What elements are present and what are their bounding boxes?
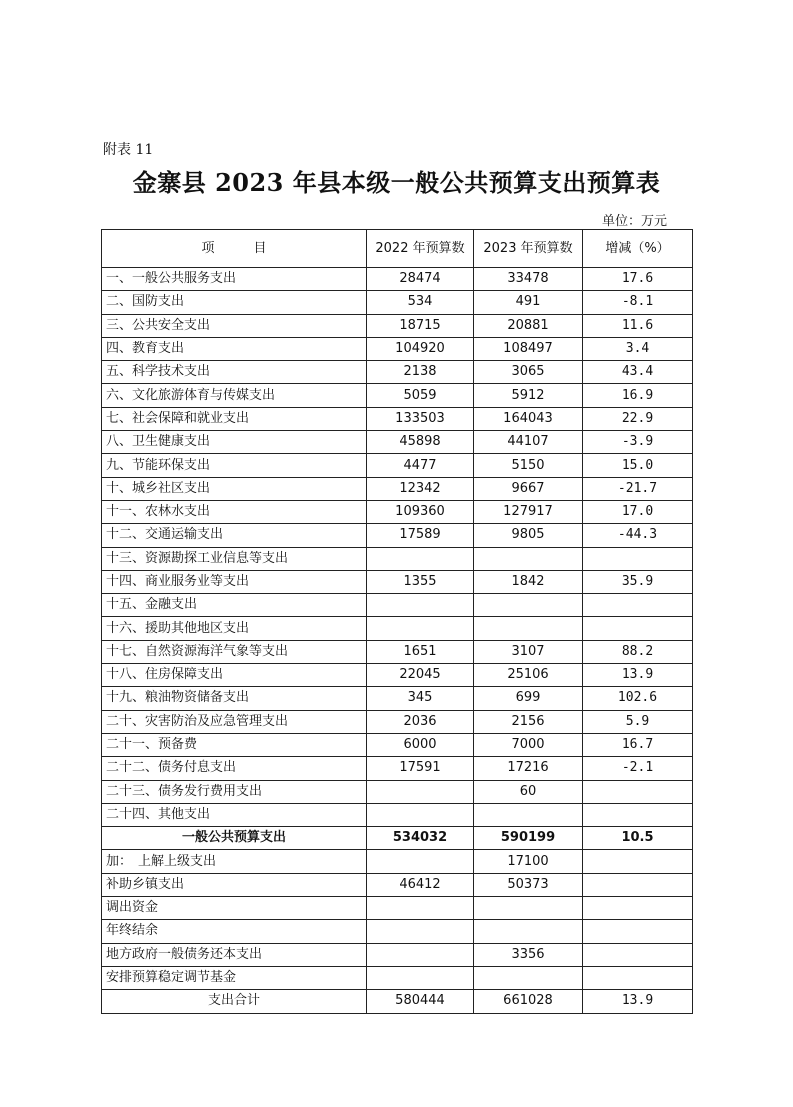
page-title: 金寨县 2023 年县本级一般公共预算支出预算表: [132, 168, 661, 197]
table-row: [102, 920, 693, 943]
cell-item: 调出资金: [102, 897, 367, 920]
cell-change: 13.9: [583, 664, 693, 687]
cell-change: 17.6: [583, 268, 693, 291]
cell-change: 16.9: [583, 384, 693, 407]
cell-item: 七、社会保障和就业支出: [102, 407, 367, 430]
cell-2023: 5912: [474, 384, 583, 407]
cell-2023: 7000: [474, 733, 583, 756]
cell-change: -3.9: [583, 431, 693, 454]
cell-item: 一、一般公共服务支出: [102, 268, 367, 291]
cell-change: [583, 920, 693, 943]
table-row: [102, 897, 693, 920]
table-row: [102, 617, 693, 640]
cell-2023: 3356: [474, 943, 583, 966]
cell-2023: 164043: [474, 407, 583, 430]
table-row: [102, 943, 693, 966]
table-row: [102, 687, 693, 710]
table-row: [102, 827, 693, 850]
table-row: [102, 803, 693, 826]
table-row: [102, 524, 693, 547]
cell-2022: [367, 897, 474, 920]
table-row: [102, 407, 693, 430]
cell-2022: 22045: [367, 664, 474, 687]
table-row: [102, 733, 693, 756]
cell-2023: [474, 617, 583, 640]
cell-2023: 590199: [474, 827, 583, 850]
cell-item: 十二、交通运输支出: [102, 524, 367, 547]
cell-2023: [474, 920, 583, 943]
cell-item: 十五、金融支出: [102, 594, 367, 617]
cell-change: 88.2: [583, 640, 693, 663]
cell-item: 支出合计: [102, 990, 367, 1013]
cell-2022: 345: [367, 687, 474, 710]
cell-2023: [474, 966, 583, 989]
cell-2022: 12342: [367, 477, 474, 500]
cell-2022: 1355: [367, 570, 474, 593]
cell-item-text: 上解上级支出: [138, 853, 217, 869]
cell-change: [583, 873, 693, 896]
cell-2023: 60: [474, 780, 583, 803]
cell-item: 二十一、预备费: [102, 733, 367, 756]
table-row: [102, 570, 693, 593]
cell-change: 10.5: [583, 827, 693, 850]
cell-change: 43.4: [583, 361, 693, 384]
cell-change: -8.1: [583, 291, 693, 314]
cell-2022: 5059: [367, 384, 474, 407]
cell-2022: 580444: [367, 990, 474, 1013]
cell-change: [583, 617, 693, 640]
cell-change: [583, 943, 693, 966]
cell-change: 13.9: [583, 990, 693, 1013]
cell-2022: [367, 547, 474, 570]
cell-2023: 33478: [474, 268, 583, 291]
cell-2023: [474, 803, 583, 826]
table-header-row: [102, 230, 693, 268]
cell-item: 四、教育支出: [102, 337, 367, 360]
header-change: 增减（%）: [583, 230, 693, 268]
cell-change: [583, 897, 693, 920]
table-row: [102, 664, 693, 687]
cell-2022: 46412: [367, 873, 474, 896]
table-row: [102, 361, 693, 384]
table-row: [102, 710, 693, 733]
cell-2023: 50373: [474, 873, 583, 896]
cell-change: [583, 547, 693, 570]
cell-2023: [474, 594, 583, 617]
cell-2022: 2138: [367, 361, 474, 384]
cell-change: 35.9: [583, 570, 693, 593]
cell-change: 16.7: [583, 733, 693, 756]
cell-change: 15.0: [583, 454, 693, 477]
cell-change: [583, 780, 693, 803]
cell-2023: 108497: [474, 337, 583, 360]
cell-2022: 133503: [367, 407, 474, 430]
cell-item: 一般公共预算支出: [102, 827, 367, 850]
table-row: [102, 873, 693, 896]
header-item: 项 目: [102, 230, 367, 268]
appendix-label: 附表 11: [103, 142, 154, 158]
cell-item: 二十、灾害防治及应急管理支出: [102, 710, 367, 733]
cell-item: 十、城乡社区支出: [102, 477, 367, 500]
cell-2022: [367, 594, 474, 617]
cell-2022: 28474: [367, 268, 474, 291]
cell-2022: [367, 943, 474, 966]
cell-2022: 45898: [367, 431, 474, 454]
cell-item: 安排预算稳定调节基金: [102, 966, 367, 989]
cell-change: [583, 594, 693, 617]
cell-item: 十六、援助其他地区支出: [102, 617, 367, 640]
cell-2022: 2036: [367, 710, 474, 733]
cell-2023: [474, 547, 583, 570]
cell-item: 三、公共安全支出: [102, 314, 367, 337]
cell-2023: 1842: [474, 570, 583, 593]
cell-item: 五、科学技术支出: [102, 361, 367, 384]
cell-item: 二十二、债务付息支出: [102, 757, 367, 780]
cell-change: -44.3: [583, 524, 693, 547]
cell-item: 十三、资源勘探工业信息等支出: [102, 547, 367, 570]
cell-item: 地方政府一般债务还本支出: [102, 943, 367, 966]
cell-change: 17.0: [583, 500, 693, 523]
cell-2023: 3065: [474, 361, 583, 384]
cell-2022: 6000: [367, 733, 474, 756]
table-row: [102, 547, 693, 570]
table-row: [102, 640, 693, 663]
table-row: [102, 337, 693, 360]
cell-change: [583, 850, 693, 873]
cell-2023: 127917: [474, 500, 583, 523]
cell-change: [583, 966, 693, 989]
cell-change: 22.9: [583, 407, 693, 430]
cell-change: 3.4: [583, 337, 693, 360]
cell-2022: 534032: [367, 827, 474, 850]
cell-item: 十八、住房保障支出: [102, 664, 367, 687]
table-row: [102, 314, 693, 337]
table-row: [102, 966, 693, 989]
cell-change: 11.6: [583, 314, 693, 337]
cell-item: 二十三、债务发行费用支出: [102, 780, 367, 803]
cell-2023: 3107: [474, 640, 583, 663]
table-row: [102, 500, 693, 523]
cell-2022: 104920: [367, 337, 474, 360]
cell-2022: 17591: [367, 757, 474, 780]
cell-2023: 17100: [474, 850, 583, 873]
cell-item: 十四、商业服务业等支出: [102, 570, 367, 593]
cell-2022: 109360: [367, 500, 474, 523]
cell-2023: 491: [474, 291, 583, 314]
cell-2022: 17589: [367, 524, 474, 547]
cell-2022: 4477: [367, 454, 474, 477]
cell-2023: 20881: [474, 314, 583, 337]
cell-item: 十七、自然资源海洋气象等支出: [102, 640, 367, 663]
cell-2022: 1651: [367, 640, 474, 663]
cell-2023: 25106: [474, 664, 583, 687]
table-row: [102, 384, 693, 407]
header-2022: 2022 年预算数: [367, 230, 474, 268]
cell-2023: 699: [474, 687, 583, 710]
budget-table: [101, 229, 693, 1014]
cell-item: [102, 850, 367, 873]
cell-2023: 17216: [474, 757, 583, 780]
cell-change: -2.1: [583, 757, 693, 780]
cell-2023: 5150: [474, 454, 583, 477]
table-row: [102, 431, 693, 454]
table-row: [102, 780, 693, 803]
cell-change: 5.9: [583, 710, 693, 733]
cell-item: 二十四、其他支出: [102, 803, 367, 826]
table-row: [102, 990, 693, 1013]
cell-item: 六、文化旅游体育与传媒支出: [102, 384, 367, 407]
cell-item: 八、卫生健康支出: [102, 431, 367, 454]
cell-2023: 661028: [474, 990, 583, 1013]
table-body: [102, 268, 693, 1014]
cell-item: 十九、粮油物资储备支出: [102, 687, 367, 710]
table-row: [102, 477, 693, 500]
table-row: [102, 268, 693, 291]
cell-change: [583, 803, 693, 826]
cell-2022: 534: [367, 291, 474, 314]
cell-2022: [367, 780, 474, 803]
cell-change: -21.7: [583, 477, 693, 500]
cell-2023: 9667: [474, 477, 583, 500]
table-row: [102, 291, 693, 314]
cell-item: 补助乡镇支出: [102, 873, 367, 896]
cell-2022: 18715: [367, 314, 474, 337]
cell-item: 二、国防支出: [102, 291, 367, 314]
cell-change: 102.6: [583, 687, 693, 710]
cell-2023: 9805: [474, 524, 583, 547]
cell-2022: [367, 803, 474, 826]
cell-item: 九、节能环保支出: [102, 454, 367, 477]
additions-prefix: 加：: [106, 853, 133, 869]
cell-2022: [367, 920, 474, 943]
cell-2022: [367, 966, 474, 989]
cell-2022: [367, 850, 474, 873]
table-row: [102, 454, 693, 477]
table-row: [102, 594, 693, 617]
cell-item: 十一、农林水支出: [102, 500, 367, 523]
table-row: [102, 757, 693, 780]
header-2023: 2023 年预算数: [474, 230, 583, 268]
cell-2023: 2156: [474, 710, 583, 733]
cell-2022: [367, 617, 474, 640]
cell-2023: [474, 897, 583, 920]
cell-item: 年终结余: [102, 920, 367, 943]
cell-2023: 44107: [474, 431, 583, 454]
table-row: [102, 850, 693, 873]
unit-label: 单位：万元: [601, 214, 667, 229]
